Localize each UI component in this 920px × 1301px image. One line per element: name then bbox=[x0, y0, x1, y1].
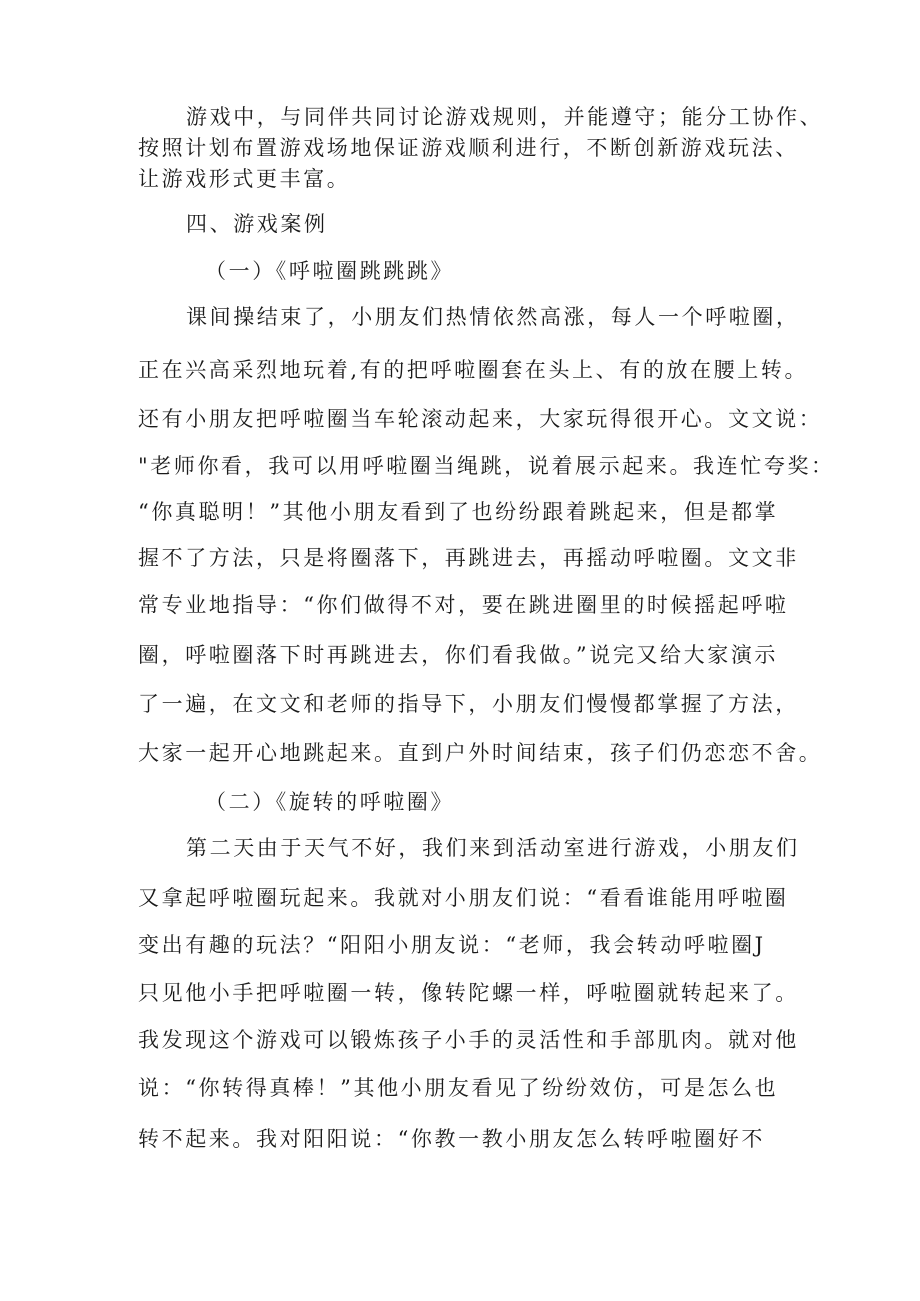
case-title: （二）《旋转的呼啦圈》 bbox=[205, 790, 455, 814]
paragraph-line: “你真聪明！”其他小朋友看到了也纷纷跟着跳起来，但是都掌 bbox=[138, 500, 779, 524]
paragraph-line: "老师你看，我可以用呼啦圈当绳跳，说着展示起来。我连忙夸奖： bbox=[138, 454, 835, 478]
section-heading: 四、游戏案例 bbox=[186, 212, 328, 236]
paragraph-line: 游戏中，与同伴共同讨论游戏规则，并能遵守；能分工协作、 bbox=[186, 105, 824, 129]
case-title: （一）《呼啦圈跳跳跳》 bbox=[205, 259, 455, 283]
paragraph-line: 让游戏形式更丰富。 bbox=[138, 167, 351, 191]
paragraph-line: 说：“你转得真棒！”其他小朋友看见了纷纷效仿，可是怎么也 bbox=[138, 1076, 779, 1100]
paragraph-line: 握不了方法，只是将圈落下，再跳进去，再摇动呼啦圈。文文非 bbox=[138, 546, 799, 570]
paragraph-line: 圈，呼啦圈落下时再跳进去，你们看我做。”说完又给大家演示 bbox=[138, 643, 779, 667]
paragraph-line: 只见他小手把呼啦圈一转，像转陀螺一样，呼啦圈就转起来了。 bbox=[138, 981, 799, 1005]
paragraph-line: 变出有趣的玩法？“阳阳小朋友说：“老师，我会转动呼啦圈J bbox=[138, 933, 766, 957]
paragraph-line: 又拿起呼啦圈玩起来。我就对小朋友们说：“看看谁能用呼啦圈 bbox=[138, 886, 789, 910]
paragraph-line: 了一遍，在文文和老师的指导下，小朋友们慢慢都掌握了方法， bbox=[138, 692, 799, 716]
paragraph-line: 常专业地指导：“你们做得不对，要在跳进圈里的时候摇起呼啦 bbox=[138, 593, 789, 617]
paragraph-line: 我发现这个游戏可以锻炼孩子小手的灵活性和手部肌肉。就对他 bbox=[138, 1028, 799, 1052]
paragraph-line: 正在兴高采烈地玩着,有的把呼啦圈套在头上、有的放在腰上转。 bbox=[138, 358, 809, 382]
paragraph-line: 第二天由于天气不好，我们来到活动室进行游戏，小朋友们 bbox=[186, 836, 800, 860]
paragraph-line: 转不起来。我对阳阳说：“你教一教小朋友怎么转呼啦圈好不 bbox=[138, 1127, 765, 1151]
paragraph-line: 大家一起开心地跳起来。直到户外时间结束，孩子们仍恋恋不舍。 bbox=[138, 741, 823, 765]
paragraph-line: 课间操结束了，小朋友们热情依然高涨，每人一个呼啦圈， bbox=[186, 305, 800, 329]
paragraph-line: 按照计划布置游戏场地保证游戏顺利进行，不断创新游戏玩法、 bbox=[138, 136, 799, 160]
paragraph-line: 还有小朋友把呼啦圈当车轮滚动起来，大家玩得很开心。文文说： bbox=[138, 407, 823, 431]
